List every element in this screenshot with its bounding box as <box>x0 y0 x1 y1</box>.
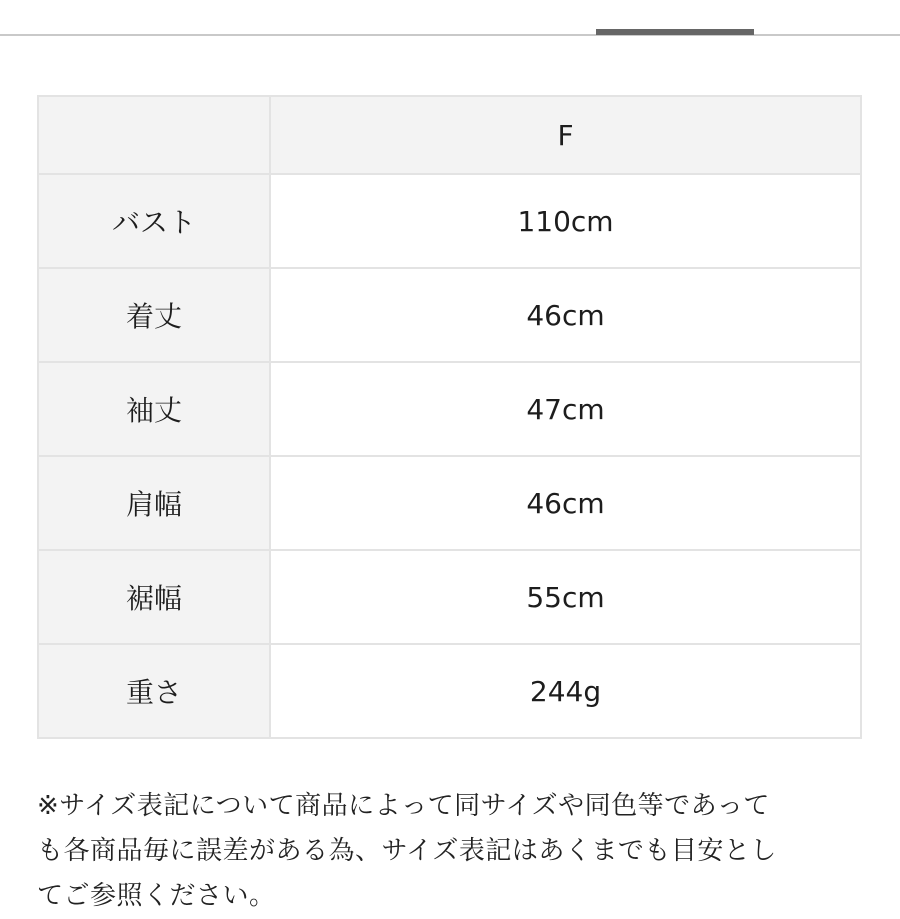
row-label-shoulder: 肩幅 <box>38 456 270 550</box>
tab-bar <box>0 0 900 36</box>
tab-size[interactable] <box>596 0 754 20</box>
row-value-hem: 55cm <box>270 550 861 644</box>
row-value-length: 46cm <box>270 268 861 362</box>
active-tab-indicator <box>596 29 754 35</box>
table-corner-cell <box>38 96 270 174</box>
row-value-weight: 244g <box>270 644 861 738</box>
row-value-bust: 110cm <box>270 174 861 268</box>
table-row <box>38 362 861 456</box>
table-row <box>38 644 861 738</box>
row-label-hem: 裾幅 <box>38 550 270 644</box>
row-label-sleeve: 袖丈 <box>38 362 270 456</box>
row-value-sleeve: 47cm <box>270 362 861 456</box>
size-note-line: ※サイズ表記について商品によって同サイズや同色等であって <box>37 791 770 821</box>
table-header-row <box>38 96 861 174</box>
size-note-line: も各商品毎に誤差がある為、サイズ表記はあくまでも目安とし <box>37 836 777 866</box>
row-value-shoulder: 46cm <box>270 456 861 550</box>
table-row <box>38 174 861 268</box>
size-note <box>37 784 867 919</box>
size-note-line: てご参照ください。 <box>37 881 276 911</box>
table-row <box>38 268 861 362</box>
size-table <box>37 95 862 739</box>
tab-product-info[interactable] <box>120 0 340 20</box>
row-label-weight: 重さ <box>38 644 270 738</box>
row-label-length: 着丈 <box>38 268 270 362</box>
table-row <box>38 456 861 550</box>
row-label-bust: バスト <box>38 174 270 268</box>
size-column-header: F <box>270 96 861 174</box>
table-row <box>38 550 861 644</box>
